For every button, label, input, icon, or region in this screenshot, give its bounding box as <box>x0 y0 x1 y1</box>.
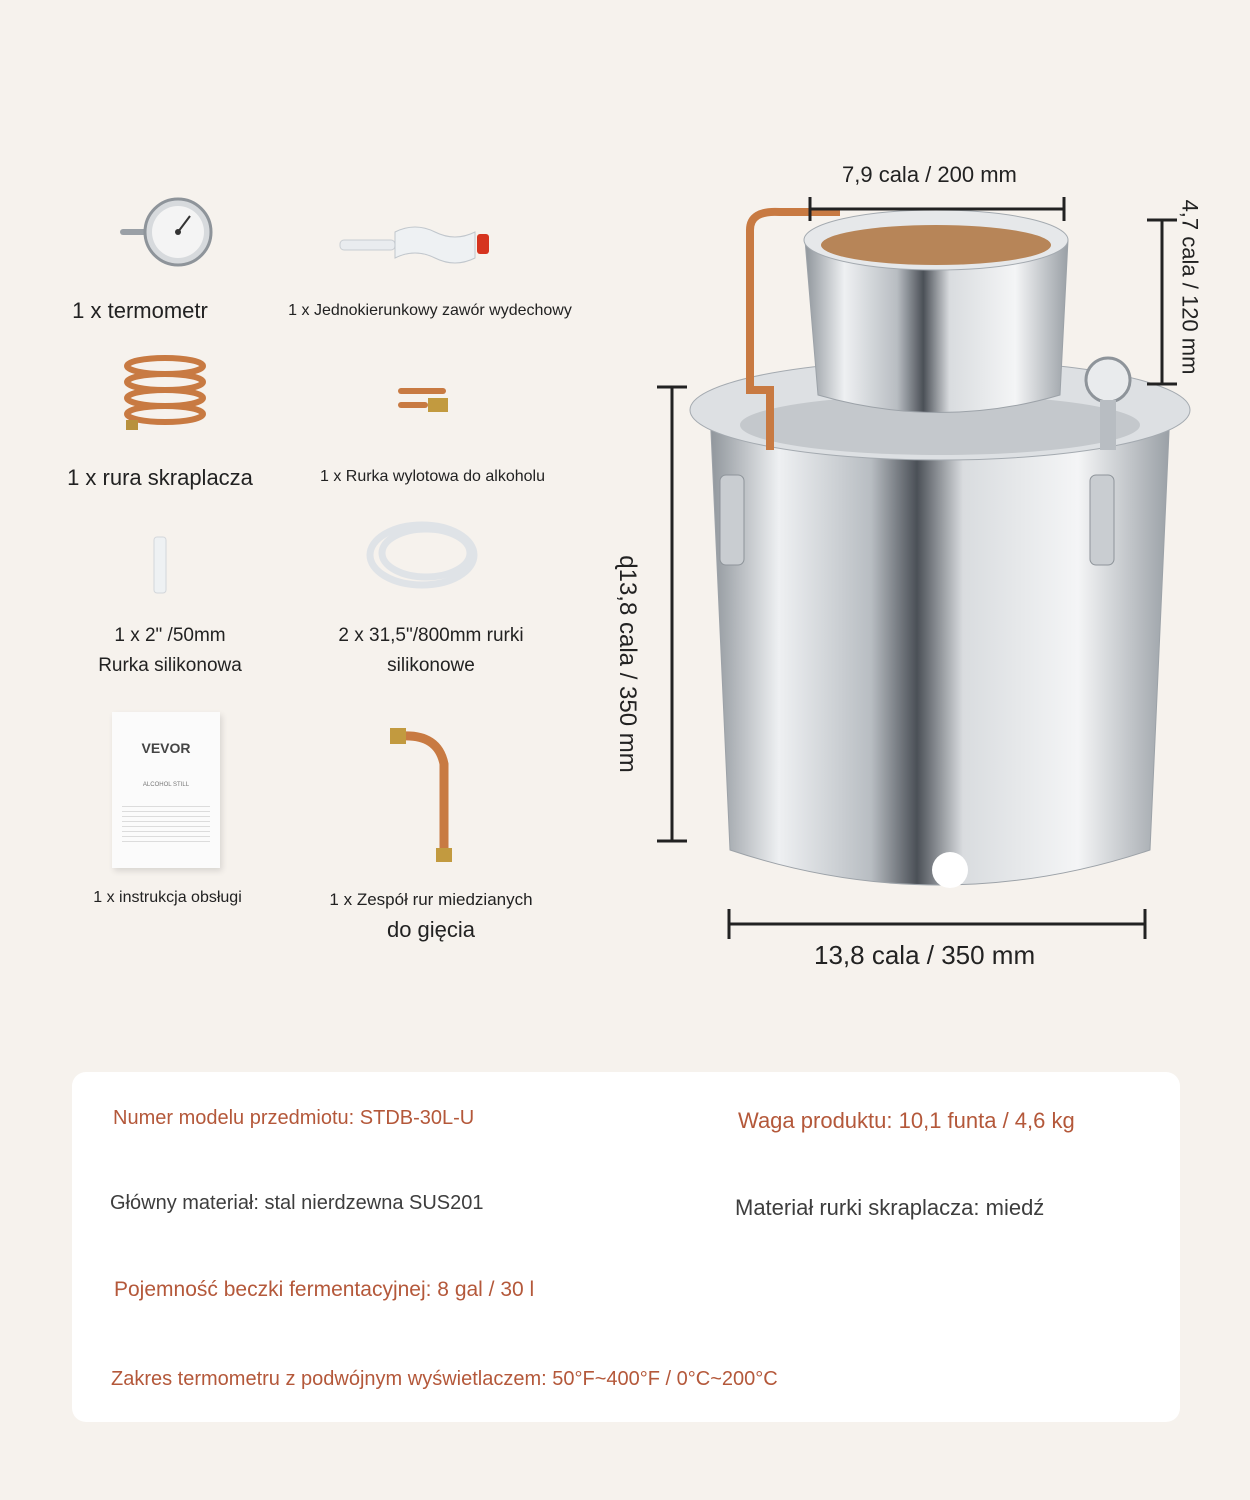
label-manual: 1 x instrukcja obsługi <box>93 889 242 906</box>
label-short-tube <box>60 621 280 681</box>
spec-weight: Waga produktu: 10,1 funta / 4,6 kg <box>738 1108 1075 1133</box>
top-height-dimension-line <box>1145 218 1179 388</box>
label-copper-pipe-line1: 1 x Zespół rur miedzianych <box>329 890 533 909</box>
label-copper-pipe-line2: do gięcia <box>386 917 476 942</box>
label-short-tube-line2: Rurka silikonowa <box>98 655 242 676</box>
label-outlet-tube: 1 x Rurka wylotowa do alkoholu <box>319 468 545 485</box>
top-width-dimension-line <box>808 195 1068 225</box>
label-silicone-tubes-line1: 2 x 31,5"/800mm rurki <box>338 625 524 646</box>
spec-condenser-material: Materiał rurki skraplacza: miedź <box>735 1195 1045 1220</box>
top-height-label: 4,7 cala / 120 mm <box>1177 199 1203 375</box>
body-width-dimension-line <box>727 907 1149 941</box>
top-width-label: 7,9 cala / 200 mm <box>842 162 1017 187</box>
body-height-dimension-line <box>655 385 689 845</box>
short-silicone-tube-icon <box>152 535 170 597</box>
label-condenser: 1 x rura skraplacza <box>67 465 253 490</box>
manual-icon <box>112 712 220 868</box>
label-short-tube-line1: 1 x 2" /50mm <box>114 625 226 646</box>
copper-pipe-icon <box>388 724 468 864</box>
alcohol-outlet-tube-icon <box>396 384 458 414</box>
label-copper-pipe <box>300 885 562 945</box>
spec-material: Główny materiał: stal nierdzewna SUS201 <box>110 1192 484 1214</box>
condenser-coil-icon <box>118 352 213 432</box>
spec-model: Numer modelu przedmiotu: STDB-30L-U <box>113 1107 475 1129</box>
label-silicone-tubes-line2: silikonowe <box>387 655 475 676</box>
label-thermometer: 1 x termometr <box>72 298 208 323</box>
silicone-tubes-icon <box>360 515 490 595</box>
spec-capacity: Pojemność beczki fermentacyjnej: 8 gal / 30 l <box>114 1278 535 1301</box>
manual-title: ALCOHOL STILL <box>142 782 190 788</box>
spec-thermometer-range: Zakres termometru z podwójnym wyświetlaczem: 50°F~400°F / 0°C~200°C <box>111 1368 778 1390</box>
thermometer-icon <box>118 196 218 271</box>
label-silicone-tubes <box>300 621 562 681</box>
body-height-label: ɖ13,8 cala / 350 mm <box>614 555 641 773</box>
still-pot-illustration <box>680 190 1203 910</box>
manual-brand: VEVOR <box>141 740 191 756</box>
airlock-valve-icon <box>335 222 495 272</box>
body-width-label: 13,8 cala / 350 mm <box>814 940 1036 970</box>
label-airlock-valve: 1 x Jednokierunkowy zawór wydechowy <box>288 302 572 319</box>
